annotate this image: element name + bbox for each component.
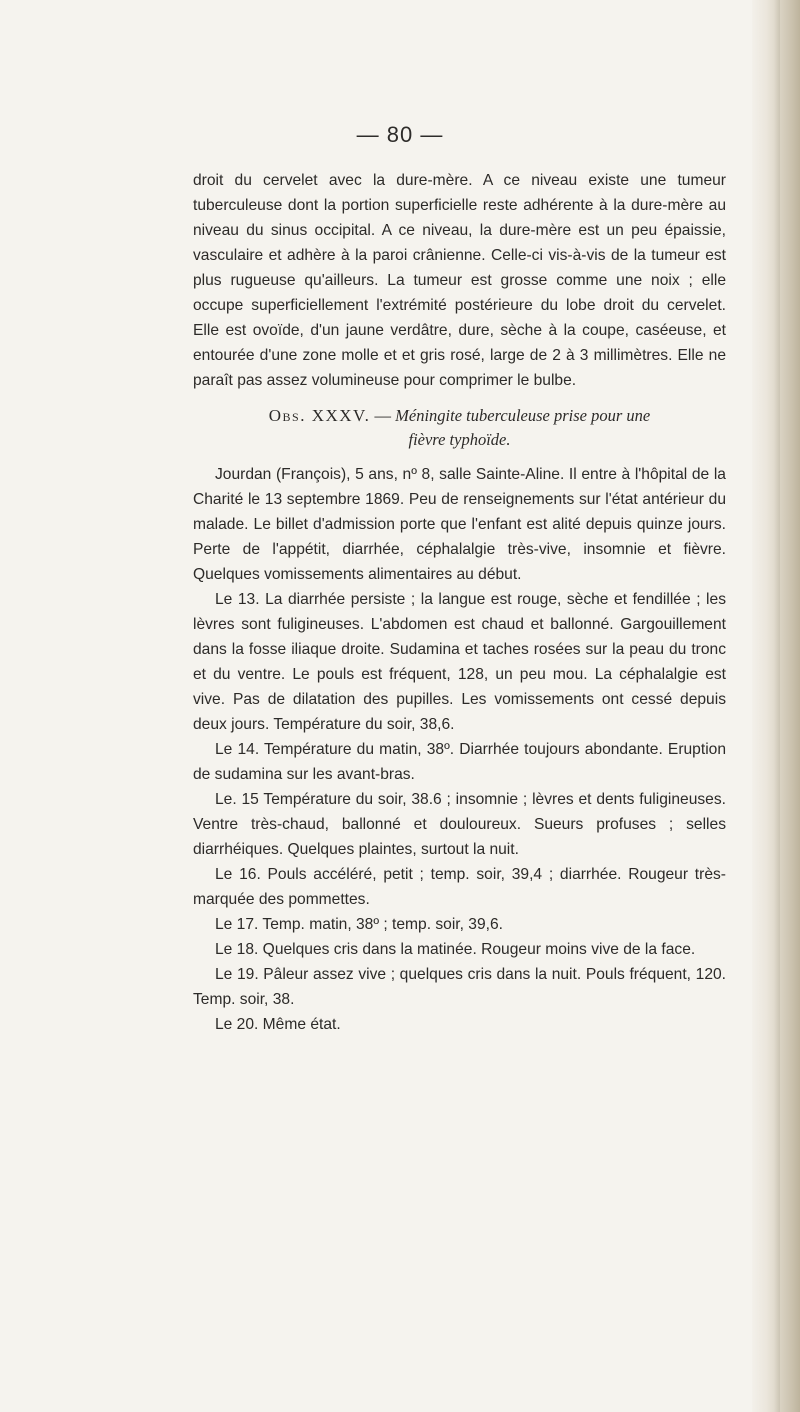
paragraph-day-14: Le 14. Température du matin, 38º. Diarrhée toujours abondante. Eruption de sudamina sur les avant-bras. xyxy=(193,741,726,783)
paragraph-day-17: Le 17. Temp. matin, 38º ; temp. soir, 39,6. xyxy=(215,916,503,933)
page-number: — 80 — xyxy=(356,122,444,147)
paragraph-day-18: Le 18. Quelques cris dans la matinée. Rougeur moins vive de la face. xyxy=(215,941,696,958)
observation-label: Obs. XXXV. xyxy=(268,406,371,425)
paragraph-day-15: Le. 15 Température du soir, 38.6 ; insomnie ; lèvres et dents fuligineuses. Ventre très-chaud, ballonné et douloureux. Sueurs profuses ; selles diarrhéiques. Quelques plaintes, surtout la nuit. xyxy=(193,791,726,858)
observation-heading xyxy=(193,404,726,452)
observation-title-line1: Méningite tuberculeuse prise pour une xyxy=(395,406,651,425)
observation-dash: — xyxy=(370,406,396,425)
paragraph-day-20: Le 20. Même état. xyxy=(215,1016,341,1033)
paragraph-admission: Jourdan (François), 5 ans, nº 8, salle Sainte-Aline. Il entre à l'hôpital de la Charité le 13 septembre 1869. Peu de renseignements sur l'état antérieur du malade. Le billet d'admission porte que l'enfant est alité depuis quinze jours. Perte de l'appétit, diarrhée, céphalalgie très-vive, insomnie et fièvre. Quelques vomissements alimentaires au début. xyxy=(193,466,726,583)
page-edge-shadow xyxy=(774,0,780,1412)
observation-title-line2: fièvre typhoïde. xyxy=(408,430,511,449)
paragraph-day-13: Le 13. La diarrhée persiste ; la langue est rouge, sèche et fendillée ; les lèvres sont fuligineuses. L'abdomen est chaud et ballonné. Gargouillement dans la fosse iliaque droite. Sudamina et taches rosées sur la peau du tronc et du ventre. Le pouls est fréquent, 128, un peu mou. La céphalalgie est vive. Pas de dilatation des pupilles. Les vomissements ont cessé depuis deux jours. Température du soir, 38,6. xyxy=(193,591,726,733)
text-block xyxy=(193,168,726,1037)
intro-paragraph: droit du cervelet avec la dure-mère. A ce niveau existe une tumeur tuberculeuse dont la portion superficielle reste adhérente à la dure-mère au niveau du sinus occipital. A ce niveau, la dure-mère est un peu épaissie, vasculaire et adhère à la paroi crânienne. Celle-ci vis-à-vis de la tumeur est plus rugueuse qu'ailleurs. La tumeur est grosse comme une noix ; elle occupe superficiellement l'extrémité postérieure du lobe droit du cervelet. Elle est ovoïde, d'un jaune verdâtre, dure, sèche à la coupe, caséeuse, et entourée d'une zone molle et et gris rosé, large de 2 à 3 millimètres. Elle ne paraît pas assez volumineuse pour comprimer le bulbe. xyxy=(193,172,726,389)
paragraph-day-19: Le 19. Pâleur assez vive ; quelques cris dans la nuit. Pouls fréquent, 120. Temp. soir, 38. xyxy=(193,966,726,1008)
paragraph-day-16: Le 16. Pouls accéléré, petit ; temp. soir, 39,4 ; diarrhée. Rougeur très-marquée des pommettes. xyxy=(193,866,726,908)
